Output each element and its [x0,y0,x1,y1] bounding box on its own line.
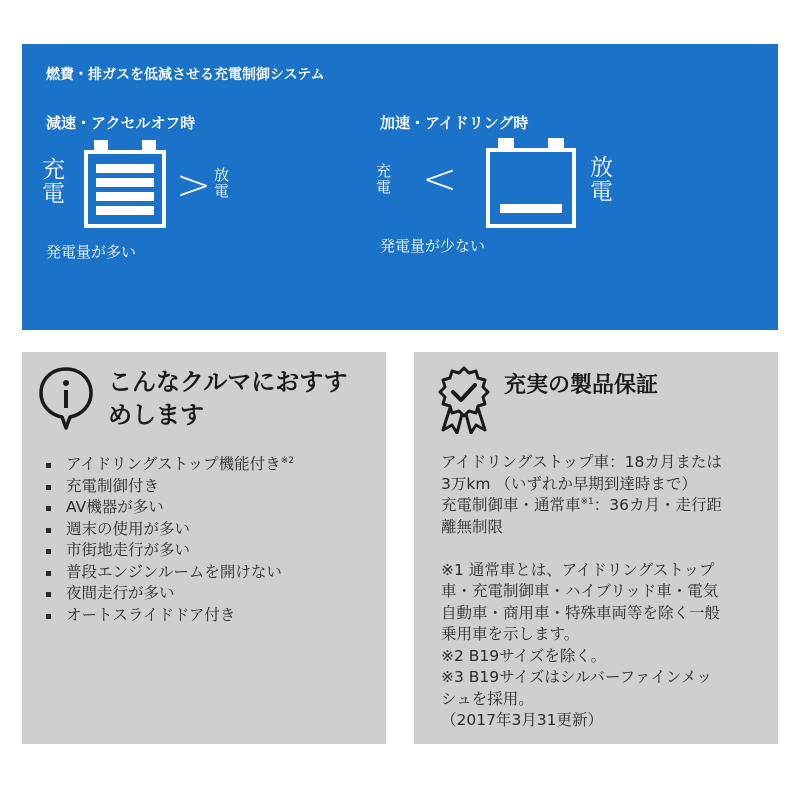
list-item: アイドリングストップ機能付き$^{※2}$ [44,454,294,476]
footnote-line: 自動車・商用車・特殊車両等を除く一般 [441,603,721,622]
footnote-line: シュを採用。 [441,689,534,708]
info-icon [38,366,94,432]
decel-charge-label: 充 電 [42,157,65,208]
list-item: 充電制御付き [44,476,294,498]
footnote-line: 乗用車を示します。 [441,625,580,643]
list-item: 夜間走行が多い [44,583,294,605]
battery-low-icon [486,138,576,230]
accel-charge-label: 充 電 [376,162,392,196]
warranty-body [441,452,771,732]
recommend-panel [22,352,386,744]
footnote-line: ※2 B19サイズを除く。 [441,646,607,665]
warranty-heading: 充実の製品保証 [504,373,659,398]
panel-title: 燃費・排ガスを低減させる充電制御システム [46,67,325,83]
warranty-line: 3万km （いずれか早期到達時まで） [441,474,697,493]
warranty-line: アイドリングストップ車：18カ月または [441,453,722,471]
decel-mode-title: 減速・アクセルオフ時 [46,114,196,132]
list-item: AV機器が多い [44,497,294,519]
charge-control-panel [22,44,778,330]
accel-amount-label: 発電量が少ない [380,237,486,255]
list-item: 普段エンジンルームを開けない [44,562,294,584]
decel-discharge-label: 放 電 [214,166,230,200]
footnote-line: 車・充電制御車・ハイブリッド車・電気 [441,582,719,600]
decel-amount-label: 発電量が多い [46,243,137,261]
warranty-line: 充電制御車・通常車$^{※1}$：36カ月・走行距 [441,496,723,514]
list-item: 週末の使用が多い [44,519,294,541]
recommend-list [44,454,294,626]
greater-than-sign: > [176,160,212,209]
less-than-sign: < [422,154,458,203]
footnote-line: ※3 B19サイズはシルバーファインメッ [441,668,712,686]
footnote-line: ※1 通常車とは、アイドリングストップ [441,560,715,579]
warranty-line: 離無制限 [441,517,504,536]
footnote-line: （2017年3月31更新） [441,711,604,729]
list-item: オートスライドドア付き [44,605,294,627]
accel-discharge-label: 放 電 [590,155,613,206]
battery-full-icon [84,140,166,230]
award-badge-icon [436,366,492,434]
accel-mode-title: 加速・アイドリング時 [380,114,529,132]
list-item: 市街地走行が多い [44,540,294,562]
warranty-panel [414,352,778,744]
recommend-heading: こんなクルマにおすす めします [108,368,348,430]
